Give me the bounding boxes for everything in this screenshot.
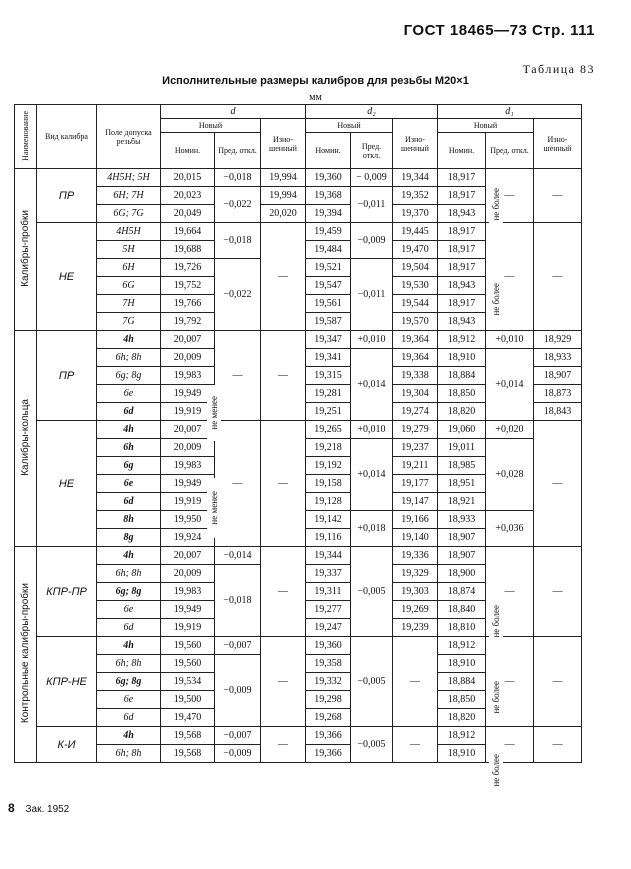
table-row: 6g; 8g 19,983 19,311 19,303 18,874: [15, 583, 582, 601]
page-number: 8: [8, 801, 15, 815]
table-title: Исполнительные размеры калибров для резьбы М20×1: [162, 75, 469, 87]
gauge-kpr-ne: КПР-НЕ: [37, 637, 97, 727]
col-d-new: Новый: [161, 119, 261, 133]
table-row: 6d 19,919 19,247 19,239 18,810: [15, 619, 582, 637]
table-row: 6h 20,009 19,218 +0,014 19,237 19,011 +0,028: [15, 439, 582, 457]
gauge-kpr-pr: КПР-ПР: [37, 547, 97, 637]
table-row: К-И 4h 19,568 −0,007 — 19,366 −0,005 — 18,912 — —: [15, 727, 582, 745]
col-d2-dev: Пред. откл.: [351, 133, 393, 169]
table-row: 6h; 8h 19,568 −0,009 19,366 18,910: [15, 745, 582, 763]
gauge-ne: НЕ: [37, 223, 97, 331]
table-row: 6h; 8h 20,009 19,341 +0,014 19,364 18,910 +0,014 18,933: [15, 349, 582, 367]
order-number: Зак. 1952: [25, 804, 70, 815]
table-row: НЕ 4H5H 19,664 −0,018 — 19,459 −0,009 19,445 18,917 — —: [15, 223, 582, 241]
gauge-ring-pr: ПР: [37, 331, 97, 421]
col-d1-new: Новый: [438, 119, 534, 133]
table-row: 6d 19,919 19,251 19,274 18,820 18,843: [15, 403, 582, 421]
group-kontrol: Контрольные калибры-пробки: [15, 547, 37, 763]
col-d1-worn: Изно-шенный: [534, 119, 582, 169]
gauge-ring-ne: НЕ: [37, 421, 97, 547]
table-row: 6g; 8g 19,983 19,315 19,338 18,884 18,907: [15, 367, 582, 385]
table-row: 7H 19,766 19,561 19,544 18,917: [15, 295, 582, 313]
table-row: Контрольные калибры-пробки КПР-ПР 4h 20,007 −0,014 — 19,344 −0,005 19,336 18,907 — —: [15, 547, 582, 565]
table-row: 5H 19,688 19,484 19,470 18,917: [15, 241, 582, 259]
col-naimenovanie: Наименование: [15, 105, 37, 169]
table-row: 6d 19,470 19,268 18,820: [15, 709, 582, 727]
table-row: 6G; 7G 20,049 20,020 19,394 19,370 18,943: [15, 205, 582, 223]
note-ne-menee-1: не менее: [207, 385, 221, 441]
col-d-dev: Пред. откл.: [215, 133, 261, 169]
table-row: КПР-НЕ 4h 19,560 −0,007 — 19,360 −0,005 — 18,912 — —: [15, 637, 582, 655]
col-d1: d₁: [438, 105, 582, 119]
note-ne-bolee-5: не более: [489, 748, 503, 792]
page-footer: [8, 801, 69, 815]
group-koltsa: Калибры-кольца: [15, 331, 37, 547]
table-row: 6G 19,752 19,547 19,530 18,943: [15, 277, 582, 295]
page-header: ГОСТ 18465—73 Стр. 111: [403, 22, 595, 39]
note-ne-bolee-2: не более: [489, 270, 503, 328]
table-row: 7G 19,792 19,587 19,570 18,943: [15, 313, 582, 331]
col-d2-new: Новый: [306, 119, 393, 133]
table-row: 6e 19,949 19,277 19,269 18,840: [15, 601, 582, 619]
col-d-nom: Номин.: [161, 133, 215, 169]
note-ne-bolee-4: не более: [489, 672, 503, 722]
table-unit: мм: [309, 92, 322, 103]
note-ne-menee-2: не менее: [207, 478, 221, 538]
table-row: Калибры-кольца ПР 4h 20,007 — — 19,347 +0,010 19,364 18,912 +0,010 18,929: [15, 331, 582, 349]
table-number: Таблица 83: [522, 62, 595, 76]
table-row: 8g 19,924 19,116 19,140 18,907: [15, 529, 582, 547]
table-row: 6e 19,500 19,298 18,850: [15, 691, 582, 709]
col-d2-worn: Изно-шенный: [393, 119, 438, 169]
table-row: 6h; 8h 20,009 −0,018 19,337 19,329 18,900: [15, 565, 582, 583]
table-row: 6d 19,919 19,128 19,147 18,921: [15, 493, 582, 511]
note-ne-bolee-3: не более: [489, 596, 503, 646]
table-row: 6g 19,983 19,192 19,211 18,985: [15, 457, 582, 475]
col-d-worn: Изно-шенный: [261, 119, 306, 169]
col-d2-nom: Номин.: [306, 133, 351, 169]
gauge-ki: К-И: [37, 727, 97, 763]
table-row: 6e 19,949 19,158 19,177 18,951: [15, 475, 582, 493]
col-d1-nom: Номин.: [438, 133, 486, 169]
group-probki: Калибры-пробки: [15, 169, 37, 331]
note-ne-bolee-1: не более: [489, 176, 503, 232]
table-row: 6H 19,726 −0,022 19,521 −0,011 19,504 18,917: [15, 259, 582, 277]
table-row: 6e 19,949 19,281 19,304 18,850 18,873: [15, 385, 582, 403]
table-row: 8h 19,950 19,142 +0,018 19,166 18,933 +0,036: [15, 511, 582, 529]
table-row: 6H; 7H 20,023 −0,022 19,994 19,368 −0,011 19,352 18,917: [15, 187, 582, 205]
table-row: 6h; 8h 19,560 −0,009 19,358 18,910: [15, 655, 582, 673]
col-pole: Поле допуска резьбы: [97, 105, 161, 169]
table-row: НЕ 4h 20,007 — — 19,265 +0,010 19,279 19,060 +0,020 —: [15, 421, 582, 439]
table-row: Калибры-пробки ПР 4H5H; 5H 20,015 −0,018 19,994 19,360 − 0,009 19,344 18,917 — —: [15, 169, 582, 187]
table-row: 6g; 8g 19,534 19,332 18,884: [15, 673, 582, 691]
col-vid: Вид калибра: [37, 105, 97, 169]
col-d2: d₂: [306, 105, 438, 119]
col-d: d: [161, 105, 306, 119]
gauge-pr: ПР: [37, 169, 97, 223]
col-d1-dev: Пред. откл.: [486, 133, 534, 169]
